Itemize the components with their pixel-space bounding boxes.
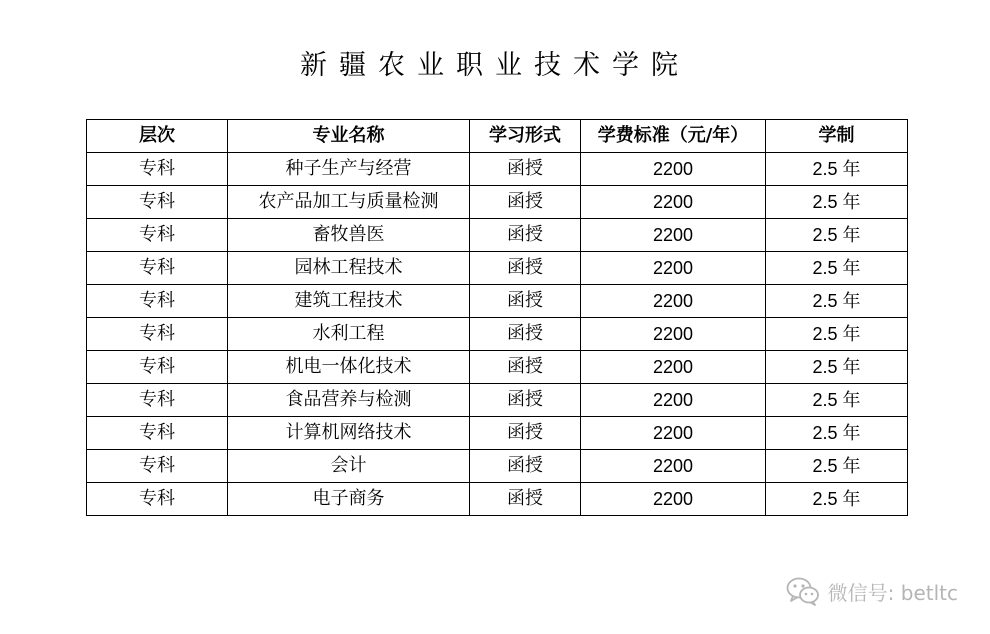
cell-major: 种子生产与经营 xyxy=(228,153,470,186)
tuition-table xyxy=(86,119,908,516)
cell-study-mode: 函授 xyxy=(470,219,581,252)
cell-study-mode: 函授 xyxy=(470,417,581,450)
cell-major: 水利工程 xyxy=(228,318,470,351)
cell-level: 专科 xyxy=(87,351,228,384)
cell-level: 专科 xyxy=(87,219,228,252)
cell-tuition: 2200 xyxy=(581,219,766,252)
header-level: 层次 xyxy=(87,120,228,153)
cell-duration: 2.5 年 xyxy=(766,219,908,252)
cell-major: 食品营养与检测 xyxy=(228,384,470,417)
cell-level: 专科 xyxy=(87,318,228,351)
cell-duration: 2.5 年 xyxy=(766,318,908,351)
cell-study-mode: 函授 xyxy=(470,483,581,516)
cell-tuition: 2200 xyxy=(581,351,766,384)
table-row xyxy=(87,450,908,483)
table-row xyxy=(87,483,908,516)
table-header xyxy=(87,120,908,153)
header-duration: 学制 xyxy=(766,120,908,153)
cell-duration: 2.5 年 xyxy=(766,351,908,384)
table-body xyxy=(87,153,908,516)
wechat-watermark xyxy=(786,573,958,609)
cell-major: 电子商务 xyxy=(228,483,470,516)
cell-duration: 2.5 年 xyxy=(766,417,908,450)
cell-level: 专科 xyxy=(87,483,228,516)
cell-study-mode: 函授 xyxy=(470,285,581,318)
header-tuition: 学费标准（元/年） xyxy=(581,120,766,153)
cell-major: 畜牧兽医 xyxy=(228,219,470,252)
table-row xyxy=(87,351,908,384)
cell-tuition: 2200 xyxy=(581,186,766,219)
cell-major: 会计 xyxy=(228,450,470,483)
table-row xyxy=(87,417,908,450)
cell-major: 计算机网络技术 xyxy=(228,417,470,450)
cell-tuition: 2200 xyxy=(581,285,766,318)
cell-duration: 2.5 年 xyxy=(766,483,908,516)
cell-major: 建筑工程技术 xyxy=(228,285,470,318)
cell-level: 专科 xyxy=(87,285,228,318)
table-row xyxy=(87,219,908,252)
cell-duration: 2.5 年 xyxy=(766,153,908,186)
cell-tuition: 2200 xyxy=(581,483,766,516)
header-major: 专业名称 xyxy=(228,120,470,153)
table-row xyxy=(87,285,908,318)
cell-level: 专科 xyxy=(87,153,228,186)
cell-tuition: 2200 xyxy=(581,318,766,351)
cell-major: 农产品加工与质量检测 xyxy=(228,186,470,219)
cell-duration: 2.5 年 xyxy=(766,384,908,417)
cell-duration: 2.5 年 xyxy=(766,252,908,285)
cell-tuition: 2200 xyxy=(581,450,766,483)
cell-duration: 2.5 年 xyxy=(766,186,908,219)
cell-study-mode: 函授 xyxy=(470,351,581,384)
page-title: 新疆农业职业技术学院 xyxy=(300,50,690,81)
cell-study-mode: 函授 xyxy=(470,153,581,186)
cell-duration: 2.5 年 xyxy=(766,285,908,318)
cell-level: 专科 xyxy=(87,252,228,285)
cell-study-mode: 函授 xyxy=(470,186,581,219)
cell-study-mode: 函授 xyxy=(470,450,581,483)
cell-level: 专科 xyxy=(87,450,228,483)
cell-level: 专科 xyxy=(87,186,228,219)
table-row xyxy=(87,252,908,285)
table-row xyxy=(87,186,908,219)
cell-tuition: 2200 xyxy=(581,384,766,417)
cell-study-mode: 函授 xyxy=(470,384,581,417)
table-row xyxy=(87,384,908,417)
cell-tuition: 2200 xyxy=(581,252,766,285)
cell-major: 机电一体化技术 xyxy=(228,351,470,384)
cell-study-mode: 函授 xyxy=(470,318,581,351)
cell-level: 专科 xyxy=(87,384,228,417)
cell-study-mode: 函授 xyxy=(470,252,581,285)
table-row xyxy=(87,153,908,186)
wechat-icon xyxy=(786,576,820,606)
cell-major: 园林工程技术 xyxy=(228,252,470,285)
cell-level: 专科 xyxy=(87,417,228,450)
cell-tuition: 2200 xyxy=(581,153,766,186)
cell-tuition: 2200 xyxy=(581,417,766,450)
cell-duration: 2.5 年 xyxy=(766,450,908,483)
header-study-mode: 学习形式 xyxy=(470,120,581,153)
table-row xyxy=(87,318,908,351)
wechat-id-text: 微信号: betltc xyxy=(827,580,958,605)
header-row xyxy=(87,120,908,153)
